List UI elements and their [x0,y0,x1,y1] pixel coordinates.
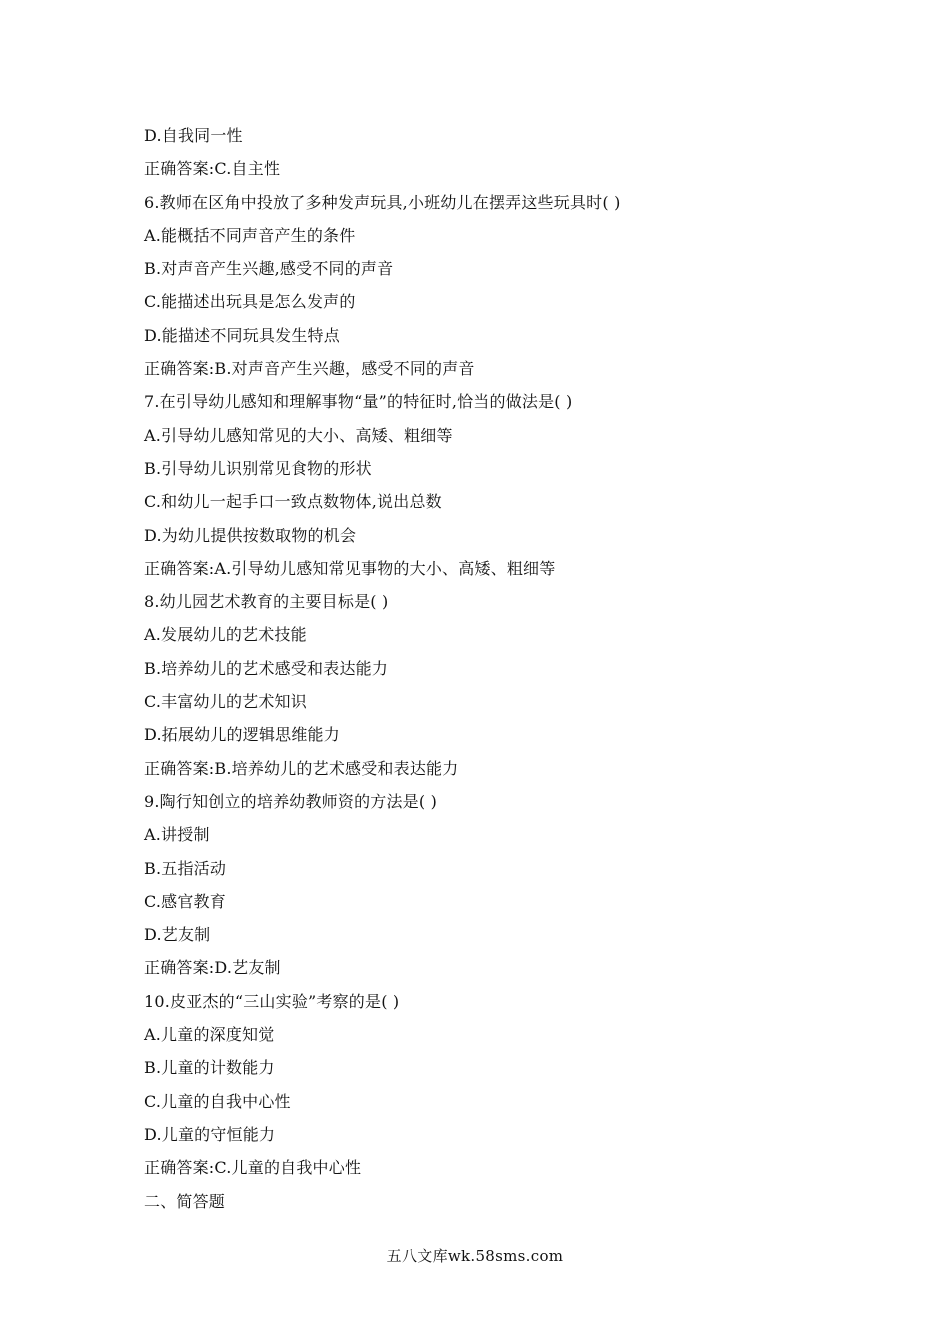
option-line: D.拓展幼儿的逻辑思维能力 [144,725,340,745]
answer-line: 正确答案:C.儿童的自我中心性 [144,1158,362,1178]
answer-line: 正确答案:C.自主性 [144,159,281,179]
option-line: B.对声音产生兴趣,感受不同的声音 [144,259,394,279]
option-line: D.艺友制 [144,925,211,945]
document-body [144,122,844,1221]
page-footer-watermark: 五八文库wk.58sms.com [386,1247,564,1265]
option-line: B.五指活动 [144,858,227,878]
question-line: 10.皮亚杰的“三山实验”考察的是( ) [144,991,400,1011]
option-line: B.儿童的计数能力 [144,1058,275,1078]
option-line: A.发展幼儿的艺术技能 [144,625,307,645]
option-line: D.能描述不同玩具发生特点 [144,325,340,345]
answer-line: 正确答案:D.艺友制 [144,958,281,978]
option-line: D.自我同一性 [144,126,243,145]
option-line: B.培养幼儿的艺术感受和表达能力 [144,658,389,678]
answer-line: 正确答案:B.培养幼儿的艺术感受和表达能力 [144,758,459,778]
option-line: D.儿童的守恒能力 [144,1124,276,1144]
answer-line: 正确答案:A.引导幼儿感知常见事物的大小、高矮、粗细等 [144,558,556,578]
question-line: 8.幼儿园艺术教育的主要目标是( ) [144,592,389,612]
option-line: C.能描述出玩具是怎么发声的 [144,292,356,312]
question-line: 6.教师在区角中投放了多种发声玩具,小班幼儿在摆弄这些玩具时( ) [144,192,621,212]
section-heading: 二、简答题 [144,1191,226,1211]
answer-line: 正确答案:B.对声音产生兴趣，感受不同的声音 [144,359,475,379]
option-line: C.丰富幼儿的艺术知识 [144,692,307,712]
option-line: C.感官教育 [144,891,226,911]
option-line: C.儿童的自我中心性 [144,1091,291,1111]
question-line: 9.陶行知创立的培养幼教师资的方法是( ) [144,791,438,811]
option-line: A.引导幼儿感知常见的大小、高矮、粗细等 [144,425,453,445]
option-line: A.能概括不同声音产生的条件 [144,225,356,245]
option-line: B.引导幼儿识别常见食物的形状 [144,458,372,478]
option-line: D.为幼儿提供按数取物的机会 [144,525,357,545]
option-line: C.和幼儿一起手口一致点数物体,说出总数 [144,492,442,512]
option-line: A.儿童的深度知觉 [144,1025,275,1045]
question-line: 7.在引导幼儿感知和理解事物“量”的特征时,恰当的做法是( ) [144,392,573,412]
option-line: A.讲授制 [144,825,210,845]
